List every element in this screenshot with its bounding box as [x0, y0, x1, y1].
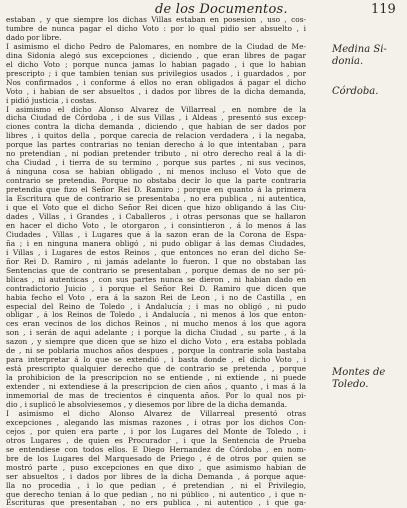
text-line: prescripto ; i que tambien tenian sus privilegios usados , i guardados , por [6, 69, 306, 78]
text-line: ña ; i en ninguna manera obligó , ni pudo obligar á las demas Ciudades, [6, 239, 306, 248]
text-line: inmemorial de mas de trecientos é cinquenta años. Por lo qual nos pi- [6, 392, 306, 401]
text-line: tumbre de nunca pagar el dicho Voto : por lo qual pidio ser absuelto , i [6, 24, 306, 33]
margin-note-montes-de-toledo [332, 367, 402, 391]
margin-note-line: Montes de [332, 367, 386, 378]
page-number: 119 [371, 2, 396, 17]
text-line: ciones contra la dicha demanda , diciendo , que habian de ser dados por [6, 123, 306, 132]
text-line: otros Lugares , de quien es Procurador , i que la Sentencia de Prueba [6, 436, 306, 445]
text-line: dio , i suplicó le absolviesemos , y diesemos por libre de la dicha demanda. [6, 400, 288, 409]
text-line: que derecho tenian á lo que pedian , no ni público , ni autentico , i que n- [6, 490, 306, 499]
text-line: estaban , y que siempre los dichas Villas estaban en posesion , uso , cos- [6, 16, 306, 24]
text-line: Ciudades , Villas , i Lugares que á la sazon eran de la Corona de Espa- [6, 230, 306, 239]
text-line: dado por libre. [6, 33, 62, 42]
text-line: contrario se pretendia. Porque no obstaba decir lo que la parte contraria [6, 177, 306, 186]
margin-note-line: Toledo. [332, 379, 369, 390]
text-line: I asimismo el dicho Alonso Alvarez de Villarreal , en nombre de la [6, 105, 306, 114]
text-line: Escrituras que presentaban , no ers publica , ni autentico , i que ga- [6, 499, 306, 508]
text-line: en hacer el dicho Voto , le otorgaron , i consintieron , á lo menos á las [6, 221, 306, 230]
text-line: dina Sidonia alegó sus excepciones , diciendo , que eran libres de pagar [6, 51, 306, 60]
text-line: i que el Voto que el dicho Señor Rei dicen que hizo obligando á las Ciu- [6, 204, 306, 213]
text-line: dades , Villas , i Grandes , i Caballeros , i otras personas que se hallaron [6, 212, 306, 221]
text-line: obligar , á los Reinos de Toledo , i Andalucía , ni menos á los que enton- [6, 311, 306, 320]
text-line: dicha Ciudad de Córdoba , i de sus Villas , i Aldeas , presentó sus excep- [6, 114, 306, 123]
text-line: Voto , i habian de ser absueltos , i dados por libres de la dicha demanda, [6, 87, 306, 96]
text-line: son , i serán de aqui adelante ; i porque la dicha Ciudad , su parte , á la [6, 329, 306, 338]
text-line: el dicho Voto ; porque nunca jamas lo habian pagado , i que lo habian [6, 60, 306, 69]
text-line: especial del Reino de Toledo , i Andalucía ; i mas no obligó , ni pudo [6, 302, 306, 311]
text-line: ñor Rei D. Ramiro , ni jamás adelante lo fueron. I que no obstaban las [6, 257, 306, 266]
text-line: libres , i quitos della , porque carecia de relacion verdadera , i la negaba, [6, 132, 306, 141]
text-line: Nos confirmados , i conforme á ellos no eran obligados á pagar el dicho [6, 78, 306, 87]
text-line: extender , ni extendiese á la prescripcion de cien años , quanto , i mas á la [6, 383, 306, 392]
text-line: ser absueltos , i dados por libres de la dicha Demanda , á porque aque- [6, 472, 306, 481]
margin-note-line: Medina Si- [332, 44, 387, 55]
text-line: la Escritura que de contrario se presentaba , no era publica , ni autentica, [6, 195, 306, 204]
text-line: cejos , por quien era parte , i por los Lugares del Monte de Toledo , i [6, 427, 306, 436]
text-line: se entendiese con todos ellos. E Diego Hernandez de Córdoba , en nom- [6, 445, 306, 454]
text-line: la prohibicion de la prescripcion no se entiende , ni extiende , ni puede [6, 374, 306, 383]
text-line: ces eran vecinos de los dichos Reinos , ni mucho menos á los que agora [6, 320, 306, 329]
text-line: i Villas , i Lugares de estos Reinos , que entonces no eran del dicho Se- [6, 248, 306, 257]
text-line: porque las partes contrarias no tenian derecho á lo que intentaban , para [6, 141, 306, 150]
text-line: para interpretar á lo que se extendió , i basta donde , el dicho Voto , i [6, 356, 306, 365]
margin-note-medina-sidonia [332, 44, 402, 68]
margin-note-line: donia. [332, 56, 364, 67]
text-line: lla no procedia , i lo que pedian , é pretendian , ni el Privilegio, [6, 481, 306, 490]
text-line: pretendia que fizo el Señor Rei D. Ramiro ; porque en quanto á la primera [6, 186, 306, 195]
text-line: bre de los Lugares del Marquesado de Priego , é de otros por quien se [6, 454, 306, 463]
text-line: I asimismo el dicho Alonso Alvarez de Villarreal presentó otras [6, 409, 306, 418]
text-line: Sentencias que de contrario se presentaban , porque demas de no ser pú- [6, 266, 306, 275]
text-line: mostró parte , puso excepciones en que dixo , que asimismo habian de [6, 463, 306, 472]
margin-note-line: Córdoba. [332, 86, 379, 97]
text-line: excepciones , alegando las mismas razones , i otras por los dichos Con- [6, 418, 306, 427]
text-line: de , ni se poblaria muchos años despues , porque la contrarie sola bastaba [6, 347, 306, 356]
running-title: de los Documentos. [155, 2, 288, 17]
text-line: i pidió justicia , i costas. [6, 96, 97, 105]
text-line: blicas , ni autenticas , con sus partes nunca se dieron , ni habian dado en [6, 275, 306, 284]
text-line: á ninguna cosa se habian obligado , ni menos incluso el Voto que de [6, 168, 306, 177]
text-line: cha Ciudad , i tierra de su termino , porque sus partes , ni sus vecinos, [6, 159, 306, 168]
text-line: está prescripto qualquier derecho que de contrario se pretenda , porque [6, 365, 306, 374]
body-text [6, 16, 306, 508]
text-line: no pretendian , ni podian pretender tributo , ni otro derecho real á la di- [6, 150, 306, 159]
text-line: contradictorio Juicio , i porque el Señor Rei D. Ramiro que dicen que [6, 284, 306, 293]
margin-note-cordoba [332, 86, 402, 98]
text-line: I asimismo el dicho Pedro de Palomares, en nombre de la Ciudad de Me- [6, 42, 306, 51]
text-line: habia fecho el Voto , era á la sazon Rei de Leon , i no de Castilla , en [6, 293, 306, 302]
text-line: sazon , y siempre que dicen que se hizo el dicho Voto , era estaba poblada [6, 338, 306, 347]
